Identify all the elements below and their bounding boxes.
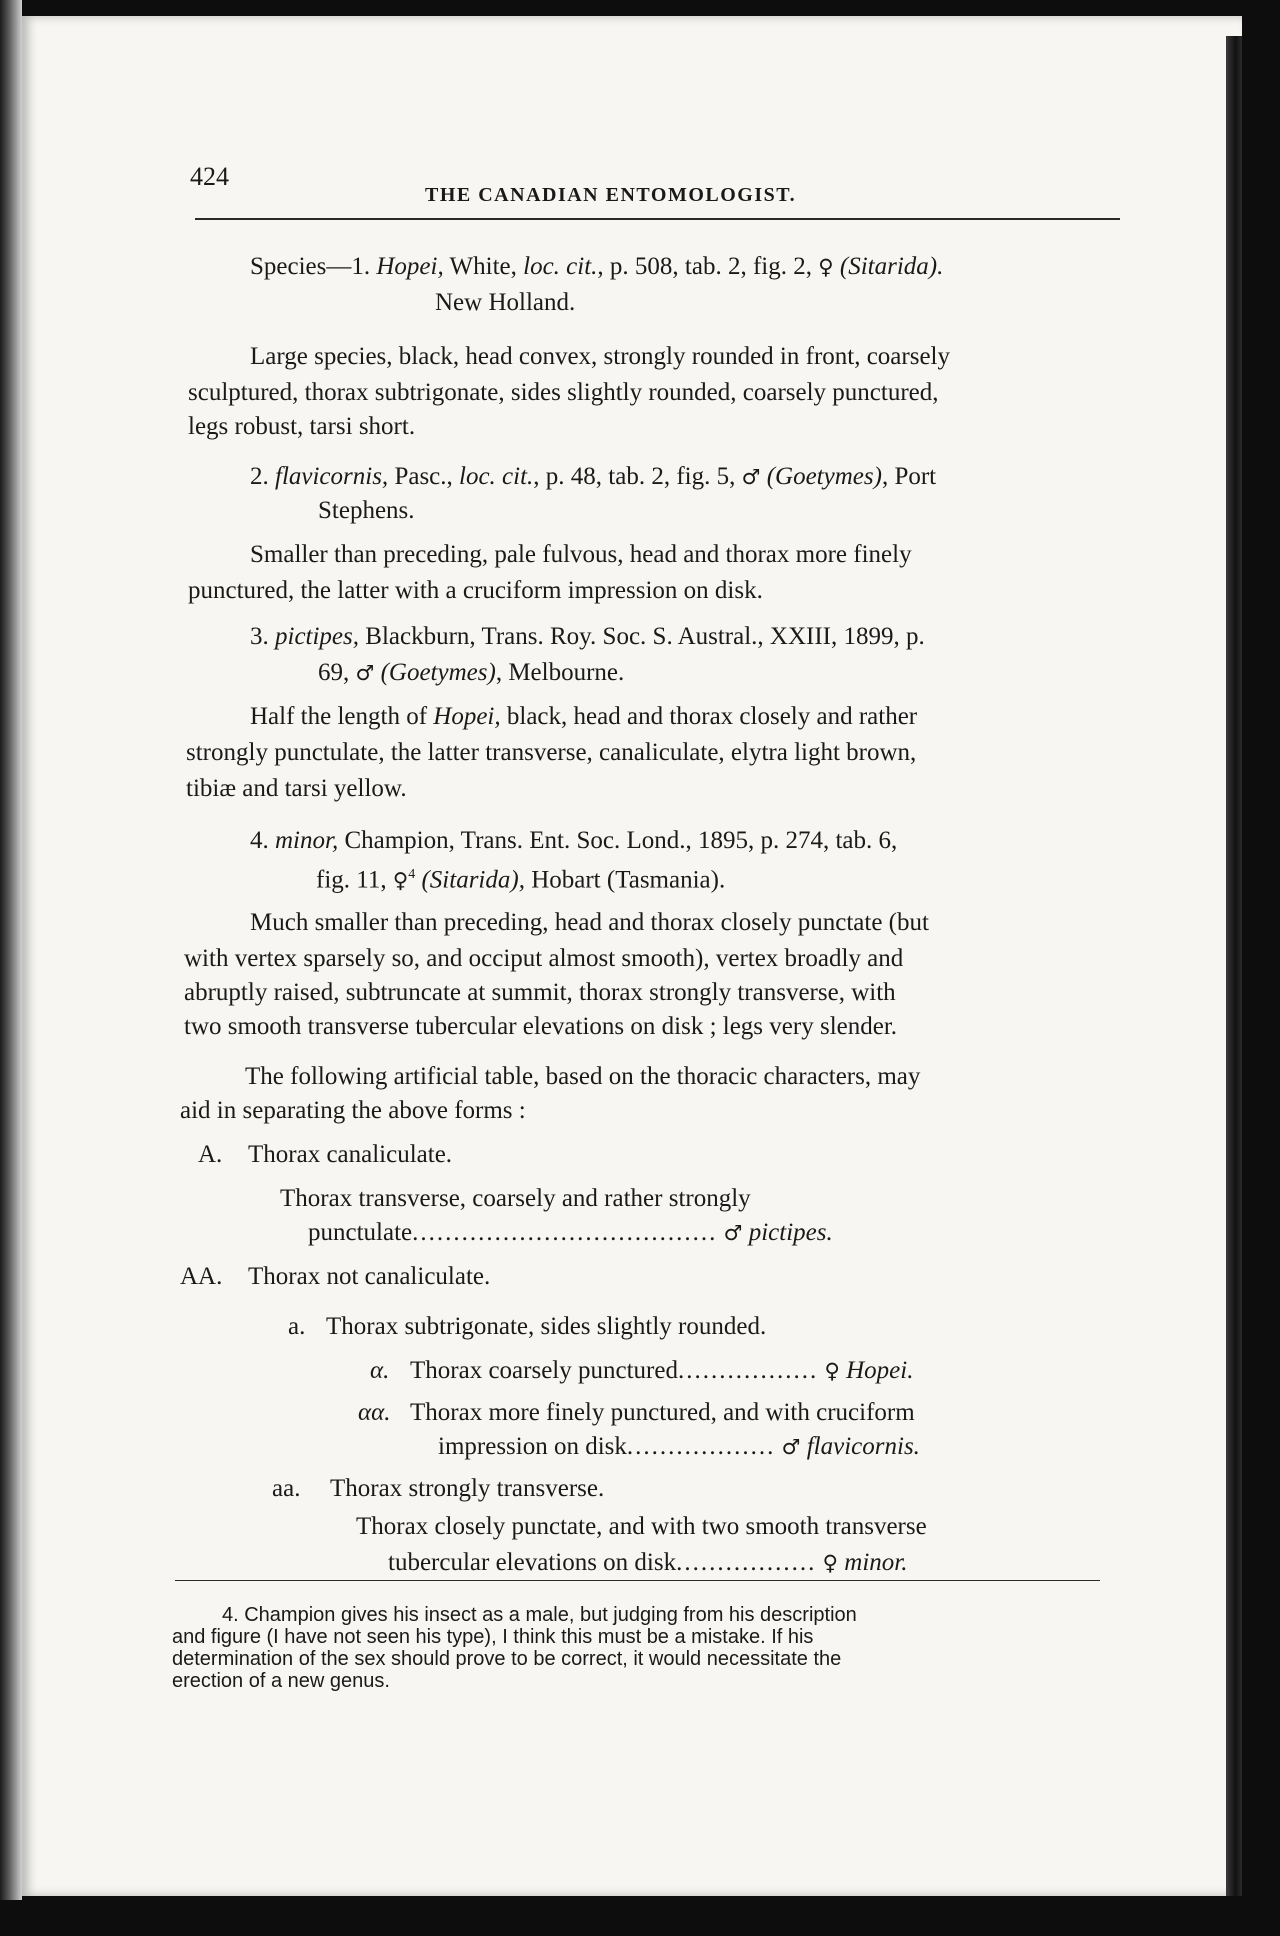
species-3-desc-line: tibiæ and tarsi yellow.	[186, 775, 407, 802]
species-4-desc-line: Much smaller than preceding, head and thorax closely punctate (but	[250, 909, 929, 936]
footnote-line: determination of the sex should prove to be correct, it would necessitate the	[172, 1648, 842, 1670]
species-3-citation: 3. pictipes, Blackburn, Trans. Roy. Soc. S. Austral., XXIII, 1899, p.	[250, 623, 925, 650]
table-intro-line: aid in separating the above forms :	[180, 1097, 526, 1124]
key-alpha-alpha-text: Thorax more finely punctured, and with cruciform	[410, 1399, 915, 1426]
footnote-line: erection of a new genus.	[172, 1670, 390, 1692]
footnote-line: and figure (I have not seen his type), I think this must be a mistake. If his	[172, 1626, 814, 1648]
species-4-locality: fig. 11, ♀$^4$ (Sitarida), Hobart (Tasmania).	[316, 866, 726, 894]
page-number: 424	[190, 162, 229, 191]
species-1-desc-line: Large species, black, head convex, strongly rounded in front, coarsely	[250, 343, 950, 370]
species-4-desc-line: abruptly raised, subtruncate at summit, thorax strongly transverse, with	[184, 979, 896, 1006]
footnote-rule	[175, 1580, 1100, 1581]
key-aa-sub: Thorax closely punctate, and with two smooth transverse	[356, 1513, 927, 1540]
species-2-citation: 2. flavicornis, Pasc., loc. cit., p. 48, tab. 2, fig. 5, ♂ (Goetymes), Port	[250, 463, 937, 490]
key-aa-text: Thorax strongly transverse.	[330, 1475, 605, 1502]
key-a-label: a.	[288, 1313, 306, 1340]
key-A-text: Thorax canaliculate.	[248, 1141, 453, 1168]
running-title: THE CANADIAN ENTOMOLOGIST.	[425, 184, 797, 206]
key-aa-couplet: tubercular elevations on disk................. ♀ minor.	[388, 1549, 908, 1576]
species-2-desc-line: punctured, the latter with a cruciform impression on disk.	[188, 577, 763, 604]
key-A-label: A.	[198, 1141, 223, 1168]
key-alpha-alpha-label: αα.	[358, 1399, 391, 1426]
species-2-desc-line: Smaller than preceding, pale fulvous, head and thorax more finely	[250, 541, 912, 568]
header-rule	[195, 218, 1120, 220]
species-1-desc-line: legs robust, tarsi short.	[188, 413, 416, 440]
species-1-citation: Species—1. Hopei, White, loc. cit., p. 508, tab. 2, fig. 2, ♀ (Sitarida).	[250, 253, 944, 280]
species-1-desc-line: sculptured, thorax subtrigonate, sides slightly rounded, coarsely punctured,	[188, 379, 939, 406]
key-aa-label: aa.	[272, 1475, 301, 1502]
book-spine-edge	[1226, 36, 1242, 1896]
footnote-line: 4. Champion gives his insect as a male, but judging from his description	[222, 1604, 857, 1626]
species-3-desc-line: Half the length of Hopei, black, head and thorax closely and rather	[250, 703, 918, 730]
book-gutter	[0, 0, 22, 1900]
key-AA-label: AA.	[180, 1263, 223, 1290]
key-alpha-alpha-couplet: impression on disk.................. ♂ flavicornis.	[438, 1433, 920, 1460]
key-A-sub: Thorax transverse, coarsely and rather strongly	[280, 1185, 751, 1212]
species-1-locality: New Holland.	[435, 289, 576, 316]
species-3-locality: 69, ♂ (Goetymes), Melbourne.	[318, 659, 625, 686]
key-AA-text: Thorax not canaliculate.	[248, 1263, 491, 1290]
species-2-locality: Stephens.	[318, 497, 415, 524]
key-alpha-label: α.	[370, 1357, 390, 1384]
species-4-desc-line: with vertex sparsely so, and occiput almost smooth), vertex broadly and	[184, 945, 904, 972]
key-alpha-couplet: Thorax coarsely punctured................. ♀ Hopei.	[410, 1357, 914, 1384]
species-4-citation: 4. minor, Champion, Trans. Ent. Soc. Lond., 1895, p. 274, tab. 6,	[250, 827, 898, 854]
key-A-couplet: punctulate..................................... ♂ pictipes.	[308, 1219, 833, 1246]
species-4-desc-line: two smooth transverse tubercular elevations on disk ; legs very slender.	[184, 1013, 898, 1040]
species-3-desc-line: strongly punctulate, the latter transverse, canaliculate, elytra light brown,	[186, 739, 917, 766]
table-intro-line: The following artificial table, based on the thoracic characters, may	[245, 1063, 921, 1090]
key-a-text: Thorax subtrigonate, sides slightly rounded.	[326, 1313, 767, 1340]
